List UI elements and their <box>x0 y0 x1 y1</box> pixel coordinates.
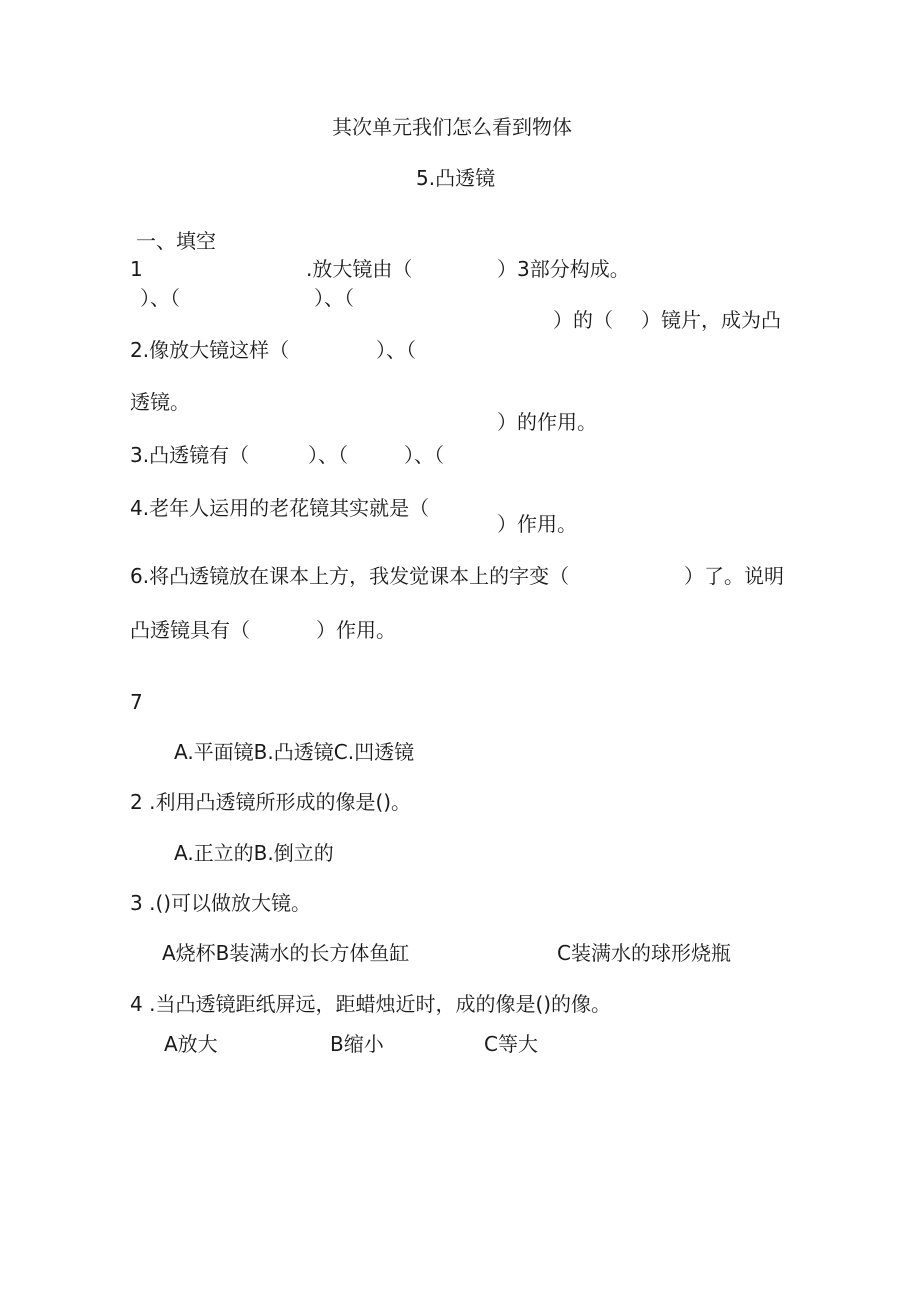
q1-text: .放大镜由（ <box>306 257 413 281</box>
choice-q1-options: A.平面镜B.凸透镜C.凹透镜 <box>174 740 415 764</box>
q2-end: 透镜。 <box>130 390 190 414</box>
q1-tail: ）3部分构成。 <box>497 257 630 281</box>
choice-q3-option-ab: A烧杯B装满水的长方体鱼缸 <box>162 941 410 965</box>
choice-q3-option-c: C装满水的球形烧瓶 <box>557 941 731 965</box>
q1-number: 1 <box>130 257 143 281</box>
q6-line2: 凸透镜具有（ <box>130 618 250 642</box>
choice-q3-text: 3 .()可以做放大镜。 <box>130 891 312 915</box>
q2-line-b: ）镜片，成为凸 <box>641 308 781 332</box>
choice-q2-text: 2 .利用凸透镜所形成的像是()。 <box>130 790 412 814</box>
choice-q4-option-c: C等大 <box>484 1032 538 1056</box>
q6-text: 6.将凸透镜放在课本上方，我发觉课本上的字变（ <box>130 564 570 588</box>
q2-text: 2.像放大镜这样（ <box>130 338 290 362</box>
q1-blanks: ）、（ <box>140 286 180 310</box>
choice-q4-option-b: B缩小 <box>330 1032 384 1056</box>
section-label-fill-blank: 一、填空 <box>136 229 216 253</box>
q3-mid: ）、（ <box>308 443 348 467</box>
q3-text: 3.凸透镜有（ <box>130 443 250 467</box>
lesson-title: 5.凸透镜 <box>416 166 496 190</box>
q2-line-a: ）的（ <box>553 308 613 332</box>
q4-tail: ）作用。 <box>497 512 577 536</box>
q3-mid2: ）、（ <box>404 443 444 467</box>
q1-blanks-2: ）、（ <box>314 286 354 310</box>
choice-q4-text: 4 .当凸透镜距纸屏远，距蜡烛近时，成的像是()的像。 <box>130 992 612 1016</box>
q4-text: 4.老年人运用的老花镜其实就是（ <box>130 496 430 520</box>
choice-q4-option-a: A放大 <box>164 1032 218 1056</box>
unit-title: 其次单元我们怎么看到物体 <box>332 115 572 139</box>
choice-q2-options: A.正立的B.倒立的 <box>174 841 334 865</box>
q2-mid: ）、（ <box>376 338 416 362</box>
q3-tail: ）的作用。 <box>497 410 597 434</box>
q6-line2-tail: ）作用。 <box>316 618 396 642</box>
q6-tail: ）了。说明 <box>684 564 784 588</box>
q7-number: 7 <box>130 690 143 714</box>
